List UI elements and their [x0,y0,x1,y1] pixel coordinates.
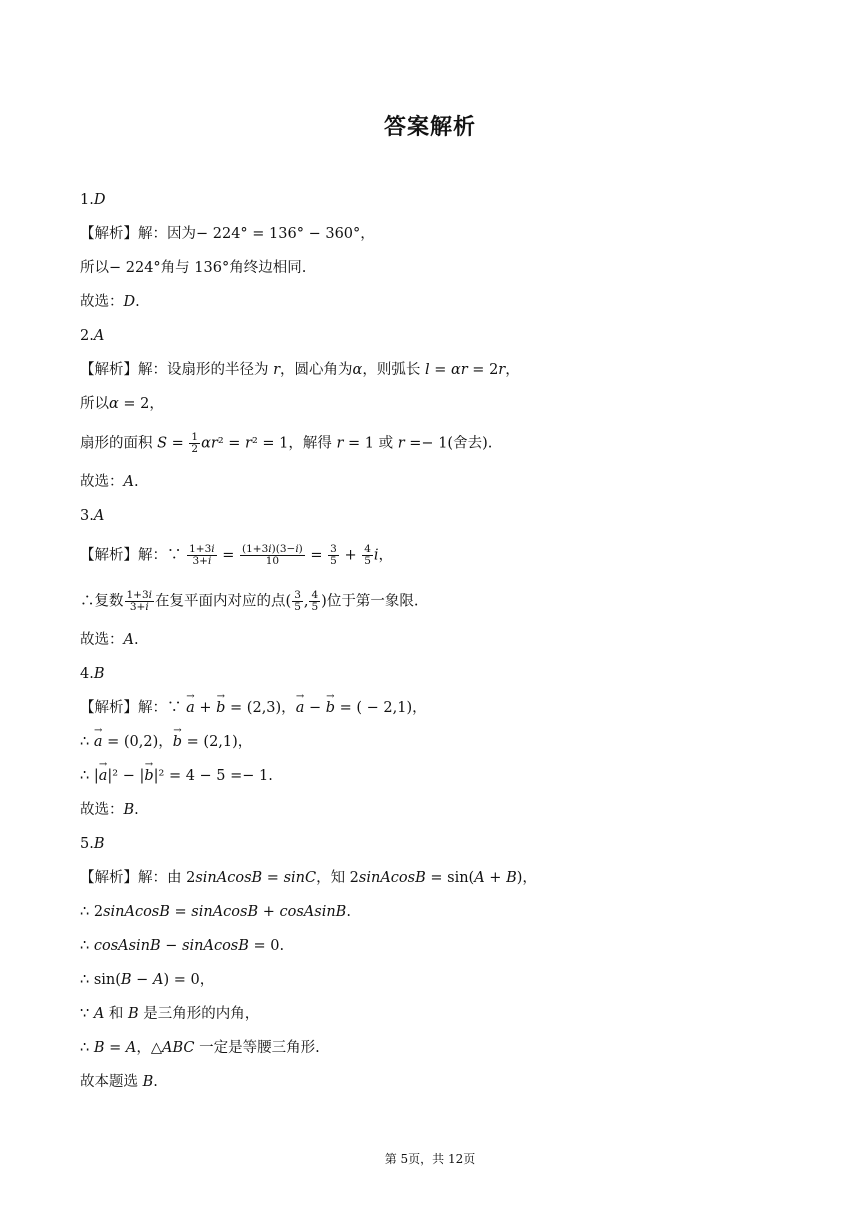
answer-1-line-1: 【解析】解：因为− 224° = 136° − 360°， [80,226,375,242]
page-title: 答案解析 [383,115,476,140]
answer-4-line-1: 【解析】解：∵ → a + → b = (2,3)，→ a − → b = ( − 2,1)， [80,698,427,718]
answer-3-line-2: ∴复数 $\frac{1+3i}{3+i}$ 在复平面内对应的点( $\frac{3}{5}$ , $\frac{4}{5}$ )位于第一象限. [80,589,419,613]
answer-4-line-3: ∴ |→ a|² − |→ b|² = 4 − 5 =− 1. [80,766,273,786]
answer-5-line-7: 故本题选 B. [80,1074,158,1090]
answer-3-line-3: 故选：A. [80,632,139,648]
page-footer: 第 5页，共 12页 [384,1152,476,1166]
answer-5-line-4: ∴ sin(B − A) = 0， [80,972,215,988]
answer-5-line-3: ∴ cosAsinB − sinAcosB = 0. [80,938,285,954]
answer-5-heading: 5.B [80,836,105,852]
answer-4-line-2: ∴ → a = (0,2)，→ b = (2,1)， [80,732,252,752]
answer-1-line-2: 所以− 224°角与 136°角终边相同. [80,260,307,276]
answer-2-line-4: 故选：A. [80,474,139,490]
answer-5-line-6: ∴ B = A，△ABC 一定是等腰三角形. [80,1040,320,1056]
answer-1-line-3: 故选：D. [80,294,140,310]
answer-3-heading: 3.A [80,508,105,524]
answer-4-line-4: 故选：B. [80,802,139,818]
answer-2-heading: 2.A [80,328,105,344]
answer-5-line-2: ∴ 2sinAcosB = sinAcosB + cosAsinB. [80,904,351,920]
answer-1-heading: 1.D [80,192,106,208]
answer-2-line-1: 【解析】解：设扇形的半径为 r，圆心角为α，则弧长 l = αr = 2r， [80,362,520,378]
answer-5-line-1: 【解析】解：由 2sinAcosB = sinC，知 2sinAcosB = sin(A + B)， [80,870,537,886]
answer-4-heading: 4.B [80,666,105,682]
answer-3-line-1: 【解析】解：∵ $\frac{1+3i}{3+i}$ = $\frac{(1+3i)(3-i)}{10}$ = $\frac{3}{5}$ + $\frac{4}{5}$ i， [80,543,394,567]
answer-2-line-2: 所以α = 2， [80,396,164,412]
answer-2-line-3: 扇形的面积 S = $\frac{1}{2}$ αr² = r² = 1，解得 r = 1 或 r =− 1(舍去). [80,431,493,455]
answer-5-line-5: ∵ A 和 B 是三角形的内角， [80,1006,260,1022]
